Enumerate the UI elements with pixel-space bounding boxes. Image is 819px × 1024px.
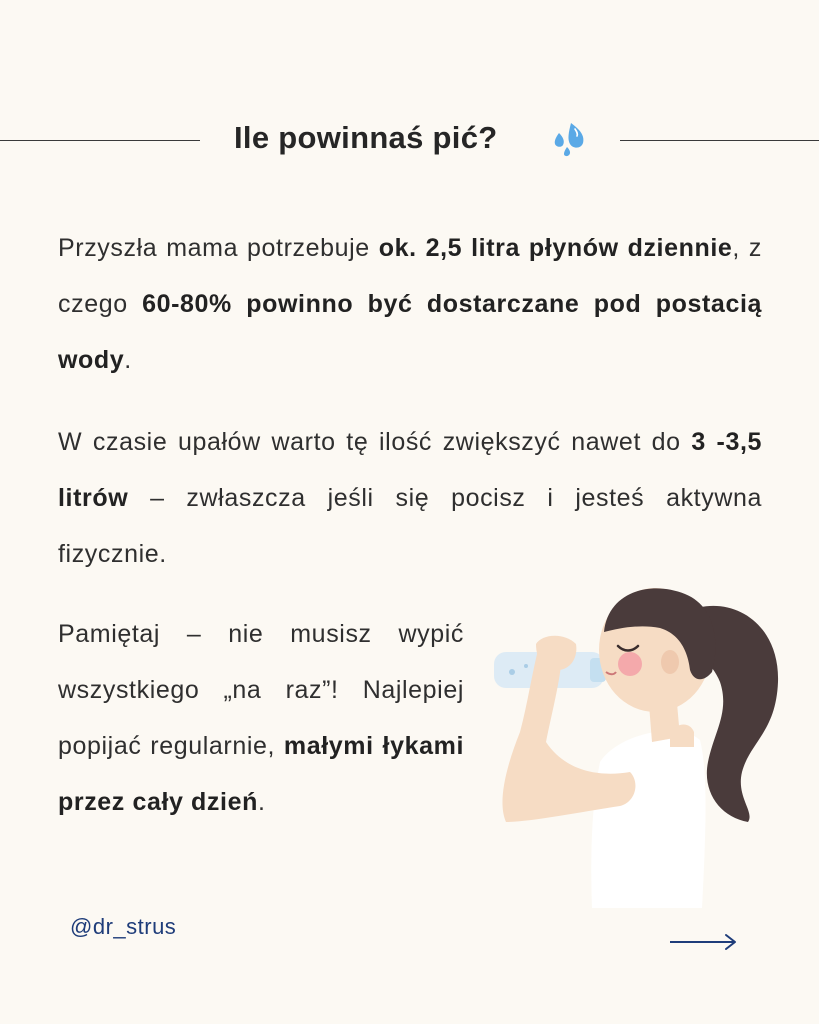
paragraph-text: Pamiętaj – nie musisz wypić wszystkiego „na raz”! Najlepiej popijać regularnie,: [58, 620, 464, 760]
paragraph-text: – zwłaszcza jeśli się pocisz i jesteś aktywna fizycznie.: [58, 484, 762, 568]
arrow-right-icon[interactable]: [668, 930, 740, 954]
author-handle[interactable]: @dr_strus: [70, 914, 177, 939]
page-title: Ile powinnaś pić?: [234, 120, 498, 155]
header: [0, 110, 819, 170]
paragraph-heat: [58, 414, 762, 582]
paragraph-text: , z czego: [58, 234, 762, 318]
divider-left: [0, 140, 200, 141]
emphasis-text: ok. 2,5 litra płynów dziennie: [378, 234, 733, 262]
paragraph-text: .: [257, 788, 266, 816]
emphasis-text: 60-80% powinno być dostarczane pod postacią wody: [58, 290, 762, 374]
sweat-droplets-icon: [549, 119, 589, 159]
paragraph-text: W czasie upałów warto tę ilość zwiększyć nawet do: [58, 428, 692, 456]
paragraph-fluid-intake: [58, 220, 762, 388]
paragraph-reminder: [58, 606, 464, 830]
emphasis-text: 3 -3,5 litrów: [58, 428, 762, 512]
paragraph-text: Przyszła mama potrzebuje: [58, 234, 379, 262]
woman-drinking-illustration: [480, 572, 790, 912]
divider-right: [620, 140, 819, 141]
emphasis-text: małymi łykami przez cały dzień: [58, 732, 464, 816]
paragraph-text: .: [124, 346, 132, 374]
